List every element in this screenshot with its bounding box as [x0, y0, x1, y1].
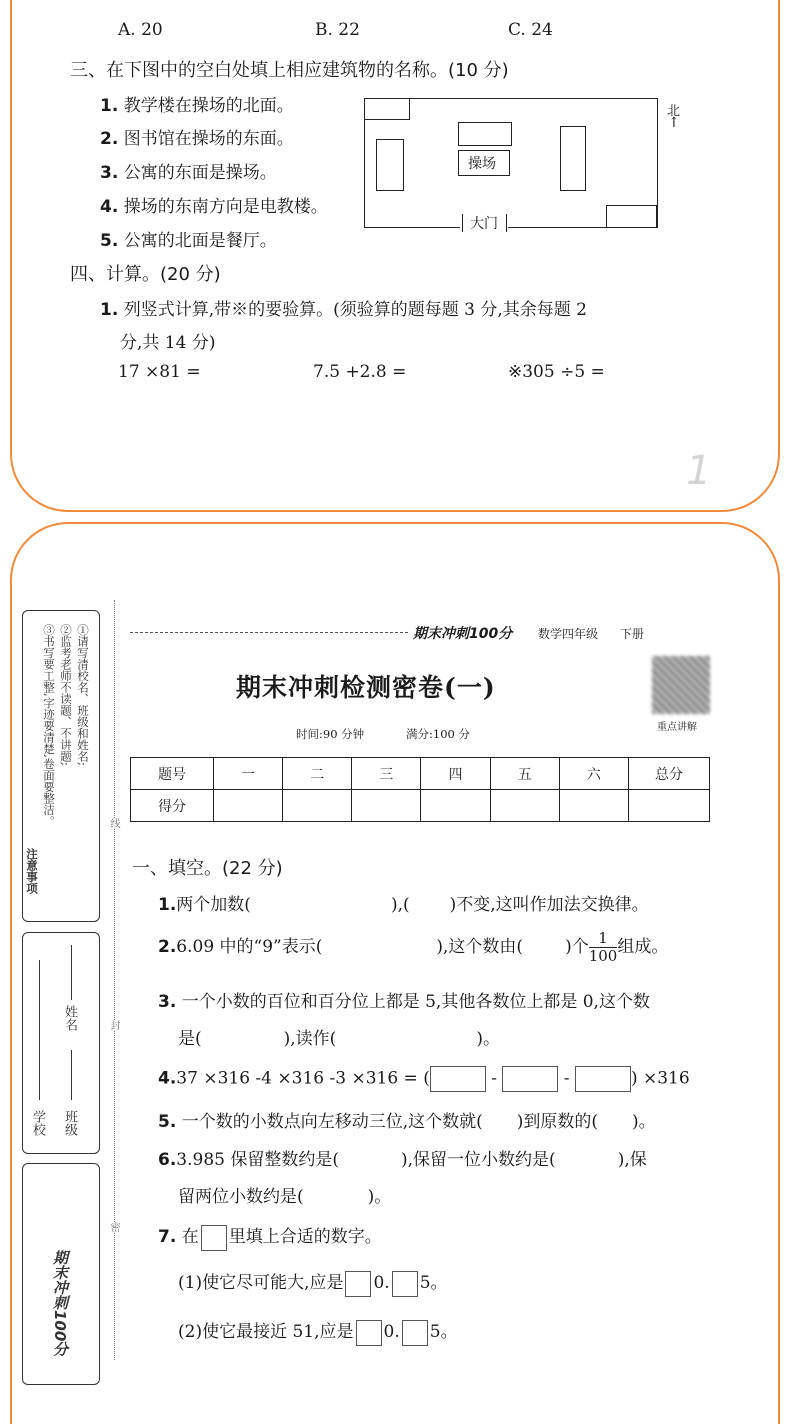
s3-item-2: 2. 图书馆在操场的东面。: [100, 129, 294, 149]
score-table-header-row: [131, 758, 710, 790]
page-number: 1: [686, 448, 712, 494]
q7-sub1: (1)使它尽可能大,应是 0. 5。: [178, 1268, 448, 1297]
q5: 5. 一个数的小数点向左移动三位,这个数就( )到原数的( )。: [158, 1112, 656, 1132]
q4: 4.37 ×316 -4 ×316 -3 ×316 = ( - - ) ×316: [158, 1066, 690, 1092]
mark-feng: 封: [108, 1020, 119, 1030]
campus-map: [364, 98, 658, 228]
s3-item-1: 1. 教学楼在操场的北面。: [100, 96, 294, 116]
note-2: ②监考老师不读题、不讲题;: [59, 624, 73, 766]
blank-box[interactable]: [575, 1066, 631, 1092]
header-cell: 六: [559, 758, 628, 790]
map-box-southeast: [606, 205, 657, 228]
score-table-score-row: [131, 790, 710, 822]
section4-title: 四、计算。(20 分): [70, 264, 221, 285]
header-cell: 四: [421, 758, 490, 790]
blank-square[interactable]: [392, 1271, 418, 1297]
q2: 2.6.09 中的“9”表示( ),这个数由( )个 $\frac{1}{100}$ 组成。: [158, 929, 669, 965]
sidebar-brand: 期末冲刺100分: [51, 1250, 69, 1357]
score-table: [130, 757, 710, 822]
header-cell: 五: [490, 758, 559, 790]
expr-1: 17 ×81 =: [118, 362, 201, 382]
score-cell[interactable]: [283, 790, 352, 822]
name-line: [71, 945, 72, 1000]
q1: 1.两个加数( ),( )不变,这叫作加法交换律。: [158, 895, 649, 915]
mark-mi: 密: [108, 1222, 119, 1232]
header-volume: 下册: [620, 627, 645, 641]
blank-box[interactable]: [502, 1066, 558, 1092]
option-a: A. 20: [118, 20, 163, 40]
notes-label: 注意事项: [25, 848, 39, 894]
section1-title: 一、填空。(22 分): [132, 858, 283, 879]
header-subject: 数学四年级: [538, 627, 599, 641]
blank-square[interactable]: [356, 1320, 382, 1346]
header-cell: 总分: [629, 758, 710, 790]
map-box-west: [376, 139, 404, 191]
s4-item-1-line1: 1. 列竖式计算,带※的要验算。(须验算的题每题 3 分,其余每题 2: [100, 300, 587, 320]
option-c: C. 24: [508, 20, 553, 40]
s3-item-3: 3. 公寓的东面是操场。: [100, 163, 277, 183]
header-brand: 期末冲刺100分: [413, 626, 513, 642]
binding-line: [114, 600, 115, 1360]
map-box-east: [560, 126, 586, 191]
map-box-north: [458, 122, 512, 146]
blank-square[interactable]: [201, 1225, 227, 1251]
expr-2: 7.5 +2.8 =: [313, 362, 407, 382]
map-box-northwest: [364, 98, 410, 120]
gate-post-left: [462, 214, 463, 232]
score-cell[interactable]: [559, 790, 628, 822]
q3-line1: 3. 一个小数的百位和百分位上都是 5,其他各数位上都是 0,这个数: [158, 992, 650, 1012]
blank-box[interactable]: [430, 1066, 486, 1092]
school-label: 学校: [30, 1110, 45, 1136]
school-line: [39, 960, 40, 1100]
class-line: [71, 1050, 72, 1100]
note-3: ③书写要工整,字迹要清楚,卷面要整洁。: [42, 624, 56, 827]
class-label: 班级: [62, 1110, 77, 1136]
blank-square[interactable]: [402, 1320, 428, 1346]
exam-full-score: 满分:100 分: [406, 727, 470, 741]
playground-label: 操场: [468, 156, 496, 172]
q3-line2: 是( ),读作( )。: [178, 1029, 500, 1049]
name-label: 姓名: [62, 1005, 77, 1031]
section3-title: 三、在下图中的空白处填上相应建筑物的名称。(10 分): [70, 60, 509, 81]
header-cell: 一: [214, 758, 283, 790]
blank-square[interactable]: [345, 1271, 371, 1297]
option-b: B. 22: [315, 20, 360, 40]
exam-time: 时间:90 分钟: [296, 727, 365, 741]
score-cell[interactable]: [629, 790, 710, 822]
qr-code-icon[interactable]: [652, 656, 710, 714]
q7: 7. 在 里填上合适的数字。: [158, 1222, 382, 1251]
score-cell[interactable]: [352, 790, 421, 822]
north-label: 北: [667, 104, 681, 119]
s4-item-1-line2: 分,共 14 分): [120, 333, 216, 353]
qr-caption: 重点讲解: [657, 722, 697, 733]
s3-item-4: 4. 操场的东南方向是电教楼。: [100, 197, 328, 217]
gate-post-right: [506, 214, 507, 232]
note-1: ①请写清校名、班级和姓名;: [76, 624, 90, 766]
q7-sub2: (2)使它最接近 51,应是 0. 5。: [178, 1317, 458, 1346]
north-arrow-icon: ↑: [668, 115, 680, 131]
mark-xian: 线: [108, 818, 119, 828]
header-cell: 题号: [131, 758, 214, 790]
header-cell: 二: [283, 758, 352, 790]
header-cell: 三: [352, 758, 421, 790]
row-label: 得分: [131, 790, 214, 822]
expr-3: ※305 ÷5 =: [508, 362, 605, 382]
q6-line1: 6.3.985 保留整数约是( ),保留一位小数约是( ),保: [158, 1150, 647, 1170]
header-dash-line: [130, 632, 408, 633]
s3-item-5: 5. 公寓的北面是餐厅。: [100, 231, 277, 251]
score-cell[interactable]: [421, 790, 490, 822]
exam-title: 期末冲刺检测密卷(一): [236, 673, 496, 702]
gate-label: 大门: [470, 216, 498, 232]
fraction: $\frac{1}{100}$: [588, 929, 618, 965]
score-cell[interactable]: [490, 790, 559, 822]
map-box-playground: [458, 150, 510, 176]
score-cell[interactable]: [214, 790, 283, 822]
q6-line2: 留两位小数约是( )。: [178, 1187, 392, 1207]
